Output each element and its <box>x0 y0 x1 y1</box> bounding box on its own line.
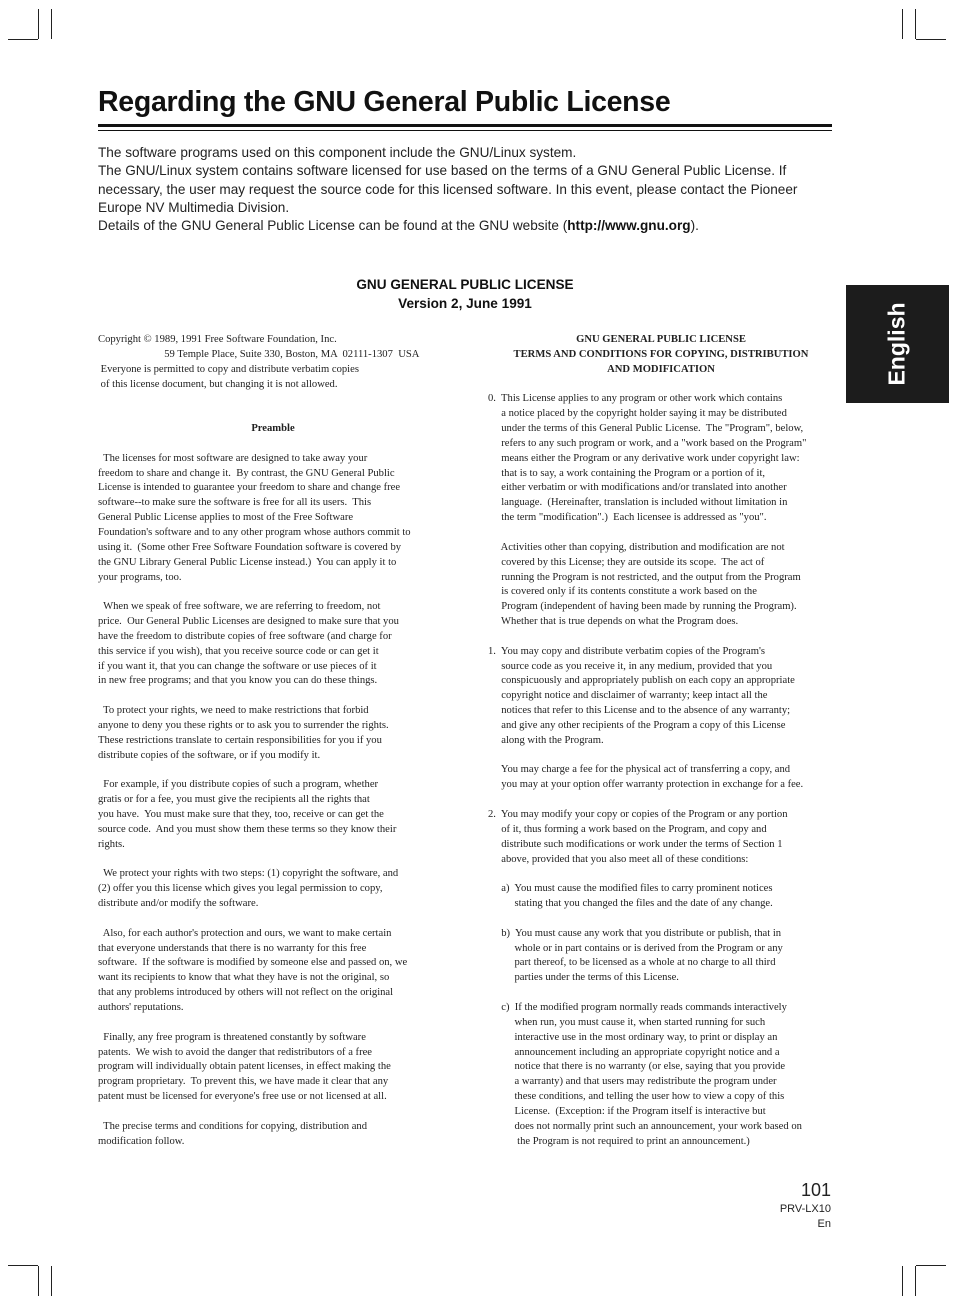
preamble-line: distribute and/or modify the software. <box>98 898 259 910</box>
preamble-line: the GNU Library General Public License instead.) You can apply it to <box>98 556 397 568</box>
crop-mark <box>915 1266 916 1296</box>
terms-line: refers to any such program or work, and a "work based on the Program" <box>488 437 807 449</box>
paragraph-gap <box>98 407 448 422</box>
paragraph-gap <box>488 749 834 764</box>
terms-line: b) You must cause any work that you distribute or publish, that in <box>488 927 782 939</box>
preamble-title: Preamble <box>251 423 295 435</box>
left-column <box>98 333 448 1149</box>
paragraph-gap <box>98 763 448 778</box>
preamble-line: program will individually obtain patent licenses, in effect making the <box>98 1061 391 1073</box>
preamble-line: We protect your rights with two steps: (1) copyright the software, and <box>98 868 399 880</box>
terms-header-line: GNU GENERAL PUBLIC LICENSE <box>576 334 746 345</box>
terms-line: copyright notice and disclaimer of warranty; keep intact all the <box>488 690 768 702</box>
terms-line: a notice placed by the copyright holder saying it may be distributed <box>488 408 787 420</box>
terms-line: running the Program is not restricted, and the output from the Program <box>488 571 801 583</box>
preamble-line: For example, if you distribute copies of such a program, whether <box>98 779 379 791</box>
copyright-line: of this license document, but changing it is not allowed. <box>98 378 338 390</box>
terms-line: You may charge a fee for the physical act of transferring a copy, and <box>488 764 791 776</box>
terms-line: these conditions, and telling the user how to view a copy of this <box>488 1091 785 1103</box>
crop-mark <box>8 39 38 40</box>
preamble-line: Finally, any free program is threatened constantly by software <box>98 1031 366 1043</box>
terms-line: language. (Hereinafter, translation is included without limitation in <box>488 497 788 509</box>
terms-line: that is to say, a work containing the Program or a portion of it, <box>488 467 766 479</box>
language-tab-label: English <box>883 302 910 386</box>
terms-line: Program (independent of having been made by running the Program). <box>488 601 797 613</box>
terms-line: the term "modification".) Each licensee is addressed as "you". <box>488 512 767 524</box>
terms-line: Whether that is true depends on what the Program does. <box>488 616 739 628</box>
preamble-line: source code. And you must show them these terms so they know their <box>98 823 397 835</box>
preamble-line: rights. <box>98 838 125 850</box>
gpl-header <box>300 276 630 313</box>
terms-line: means either the Program or any derivative work under copyright law: <box>488 452 800 464</box>
copyright-line: Copyright © 1989, 1991 Free Software Foundation, Inc. <box>98 334 337 345</box>
paragraph-gap <box>98 912 448 927</box>
paragraph-gap <box>98 437 448 452</box>
terms-line: a) You must cause the modified files to carry prominent notices <box>488 883 773 895</box>
preamble-line: Also, for each author's protection and ours, we want to make certain <box>98 927 392 939</box>
terms-line: the Program is not required to print an announcement.) <box>488 1135 750 1147</box>
preamble-line: To protect your rights, we need to make restrictions that forbid <box>98 705 369 717</box>
terms-line: under the terms of this General Public License. The "Program", below, <box>488 423 804 435</box>
intro-text <box>98 144 832 235</box>
preamble-line: modification follow. <box>98 1135 185 1147</box>
preamble-line: gratis or for a fee, you must give the recipients all the rights that <box>98 794 370 806</box>
crop-mark <box>915 9 916 39</box>
terms-line: License. (Exception: if the Program itself is interactive but <box>488 1105 766 1117</box>
preamble-line: you have. You must make sure that they, too, receive or can get the <box>98 809 384 820</box>
preamble-line: authors' reputations. <box>98 1001 184 1013</box>
terms-line: announcement including an appropriate copyright notice and a <box>488 1046 780 1058</box>
terms-line: when run, you must cause it, when started running for such <box>488 1016 766 1028</box>
preamble-line: using it. (Some other Free Software Foundation software is covered by <box>98 541 402 553</box>
terms-line: covered by this License; they are outside its scope. The act of <box>488 556 765 568</box>
right-column <box>488 333 834 1149</box>
preamble-line: anyone to deny you these rights or to ask you to surrender the rights. <box>98 719 389 731</box>
intro-paragraph: The software programs used on this component include the GNU/Linux system. <box>98 145 577 160</box>
terms-line: interactive use in the most ordinary way, to print or display an <box>488 1031 778 1043</box>
terms-line: does not normally print such an announcement, your work based on <box>488 1120 802 1132</box>
crop-mark <box>902 1266 903 1296</box>
terms-line: 2. You may modify your copy or copies of the Program or any portion <box>488 809 788 820</box>
terms-line: 0. This License applies to any program or other work which contains <box>488 393 783 405</box>
paragraph-gap <box>488 526 834 541</box>
crop-mark <box>38 9 39 39</box>
paragraph-gap <box>488 867 834 882</box>
terms-line: part thereof, to be licensed as a whole at no charge to all third <box>488 957 776 969</box>
page-title: Regarding the GNU General Public License <box>98 86 671 118</box>
crop-mark <box>8 1265 38 1266</box>
preamble-line: software--to make sure the software is free for all its users. This <box>98 497 372 509</box>
preamble-line: These restrictions translate to certain responsibilities for you if you <box>98 734 382 746</box>
preamble-line: have the freedom to distribute copies of free software (and charge for <box>98 630 392 642</box>
terms-header-line: AND MODIFICATION <box>607 363 715 375</box>
paragraph-gap <box>98 1105 448 1120</box>
terms-line: Activities other than copying, distribution and modification are not <box>488 541 785 553</box>
terms-line: either verbatim or with modifications and/or translated into another <box>488 482 787 494</box>
paragraph-gap <box>98 1016 448 1031</box>
preamble-line: patent must be licensed for everyone's free use or not licensed at all. <box>98 1091 387 1103</box>
terms-line: of it, thus forming a work based on the Program, and copy and <box>488 823 767 835</box>
paragraph-gap <box>488 986 834 1001</box>
preamble-line: want its recipients to know that what they have is not the original, so <box>98 972 390 984</box>
preamble-line: (2) offer you this license which gives you legal permission to copy, <box>98 883 383 895</box>
terms-line: c) If the modified program normally reads commands interactively <box>488 1001 787 1013</box>
crop-mark <box>902 9 903 39</box>
preamble-line: General Public License applies to most of the Free Software <box>98 512 354 524</box>
preamble-line: distribute copies of the software, or if you modify it. <box>98 749 321 761</box>
preamble-line: if you want it, that you can change the software or use pieces of it <box>98 660 377 672</box>
preamble-line: freedom to share and change it. By contrast, the GNU General Public <box>98 467 395 479</box>
page-number: 101 <box>800 1180 831 1200</box>
intro-paragraph: The GNU/Linux system contains software licensed for use based on the terms of a GNU General Public License. If necessary, the user may request the source code for this licensed software. In this event, please contact the Pioneer Europe NV Multimedia Division. <box>98 163 798 215</box>
language-tab <box>846 285 949 403</box>
title-rule-thick <box>98 124 832 127</box>
preamble-line: software. If the software is modified by someone else and passed on, we <box>98 957 408 969</box>
crop-mark <box>38 1266 39 1296</box>
gpl-header-title: GNU GENERAL PUBLIC LICENSE <box>356 277 574 292</box>
crop-mark <box>51 9 52 39</box>
preamble-line: The precise terms and conditions for copying, distribution and <box>98 1120 368 1132</box>
terms-line: parties under the terms of this License. <box>488 972 679 984</box>
preamble-line: that everyone understands that there is no warranty for this free <box>98 942 367 954</box>
paragraph-gap <box>98 853 448 868</box>
terms-line: along with the Program. <box>488 734 604 746</box>
copyright-line: Everyone is permitted to copy and distribute verbatim copies <box>98 363 359 375</box>
preamble-line: that any problems introduced by others will not reflect on the original <box>98 987 394 999</box>
paragraph-gap <box>488 378 834 393</box>
terms-line: is covered only if its contents constitute a work based on the <box>488 586 757 598</box>
terms-header-line: TERMS AND CONDITIONS FOR COPYING, DISTRIBUTION <box>513 348 809 360</box>
preamble-line: price. Our General Public Licenses are designed to make sure that you <box>98 616 399 628</box>
terms-line: source code as you receive it, in any medium, provided that you <box>488 660 773 672</box>
terms-line: above, provided that you also meet all of these conditions: <box>488 853 749 865</box>
intro-details-prefix: Details of the GNU General Public License can be found at the GNU website ( <box>98 218 568 234</box>
terms-line: conspicuously and appropriately publish on each copy an appropriate <box>488 675 795 687</box>
paragraph-gap <box>98 689 448 704</box>
preamble-line: License is intended to guarantee your freedom to share and change free <box>98 482 401 494</box>
crop-mark <box>51 1266 52 1296</box>
gnu-website-link[interactable]: http://www.gnu.org <box>567 218 691 234</box>
terms-line: notice that there is no warranty (or else, saying that you provide <box>488 1061 786 1073</box>
preamble-line: this service if you wish), that you receive source code or can get it <box>98 645 379 657</box>
terms-line: notices that refer to this License and to the absence of any warranty; <box>488 705 791 717</box>
crop-mark <box>916 1265 946 1266</box>
title-rule-thin <box>98 130 832 131</box>
preamble-line: The licenses for most software are designed to take away your <box>98 452 368 464</box>
preamble-line: Foundation's software and to any other program whose authors commit to <box>98 526 411 538</box>
terms-line: a warranty) and that users may redistribute the program under <box>488 1076 777 1088</box>
paragraph-gap <box>488 912 834 927</box>
preamble-line: patents. We wish to avoid the danger that redistributors of a free <box>98 1046 373 1058</box>
terms-line: and give any other recipients of the Program a copy of this License <box>488 719 786 731</box>
terms-line: distribute such modifications or work under the terms of Section 1 <box>488 838 783 850</box>
paragraph-gap <box>488 793 834 808</box>
paragraph-gap <box>488 630 834 645</box>
gpl-header-version: Version 2, June 1991 <box>398 295 532 311</box>
model-number: PRV-LX10 <box>779 1203 831 1215</box>
crop-mark <box>916 39 946 40</box>
terms-line: whole or in part contains or is derived from the Program or any <box>488 942 783 954</box>
terms-line: you may at your option offer warranty protection in exchange for a fee. <box>488 779 804 791</box>
copyright-line: 59 Temple Place, Suite 330, Boston, MA 02111-1307 USA <box>98 348 420 360</box>
preamble-line: program proprietary. To prevent this, we have made it clear that any <box>98 1076 389 1088</box>
paragraph-gap <box>98 585 448 600</box>
preamble-line: When we speak of free software, we are referring to freedom, not <box>98 601 381 613</box>
paragraph-gap <box>98 392 448 407</box>
preamble-line: your programs, too. <box>98 571 182 583</box>
intro-details-suffix: ). <box>690 218 699 234</box>
terms-line: 1. You may copy and distribute verbatim copies of the Program's <box>488 645 766 657</box>
intro-details <box>98 217 832 235</box>
language-code: En <box>817 1218 831 1230</box>
preamble-line: in new free programs; and that you know you can do these things. <box>98 675 378 687</box>
terms-line: stating that you changed the files and the date of any change. <box>488 898 773 910</box>
